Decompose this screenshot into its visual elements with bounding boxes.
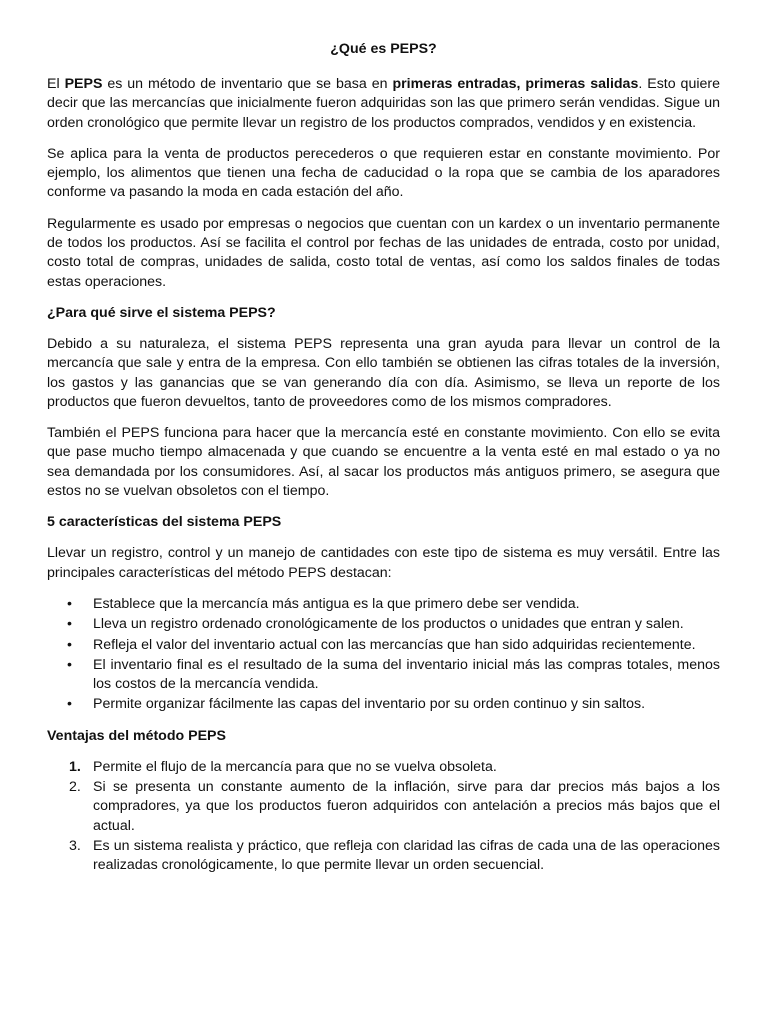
intro-paragraph-1 bbox=[47, 75, 720, 133]
list-number: 2. bbox=[69, 779, 81, 796]
list-number: 1. bbox=[69, 758, 81, 775]
intro-paragraph-2: Se aplica para la venta de productos perecederos o que requieren estar en constante movimiento. Por ejemplo, los alimentos que tienen una fecha de caducidad o la ropa que se cambia de los aparadores conforme va pasando la moda en cada estación del año. bbox=[47, 145, 720, 201]
list-item-text: Es un sistema realista y práctico, que refleja con claridad las cifras de cada una de las operaciones realizadas cronológicamente, lo que permite llevar un orden secuencial. bbox=[93, 837, 720, 874]
list-item-text: Permite el flujo de la mercancía para que no se vuelva obsoleta. bbox=[93, 758, 497, 775]
list-item: • Refleja el valor del inventario actual con las mercancías que han sido adquiridas recientemente. bbox=[47, 636, 720, 655]
text-run: El bbox=[47, 76, 65, 92]
list-item: • Establece que la mercancía más antigua es la que primero debe ser vendida. bbox=[47, 595, 720, 614]
list-item bbox=[47, 837, 720, 876]
text-run: es un método de inventario que se basa en bbox=[102, 76, 393, 92]
features-paragraph: Llevar un registro, control y un manejo de cantidades con este tipo de sistema es muy versátil. Entre las principales características del método PEPS destacan: bbox=[47, 545, 720, 581]
list-item: • Permite organizar fácilmente las capas del inventario por su orden continuo y sin saltos. bbox=[47, 695, 720, 714]
uses-paragraph-2: También el PEPS funciona para hacer que la mercancía esté en constante movimiento. Con ello se evita que pase mucho tiempo almacenada y que cuando se encuentre a la venta esté en mal estado o ya no sea demandada por los consumidores. Así, al sacar los productos más antiguos primero, se asegura que estos no se vuelvan obsoletos con el tiempo. bbox=[47, 425, 720, 500]
list-item: • Lleva un registro ordenado cronológicamente de los productos o unidades que entran y salen. bbox=[47, 615, 720, 634]
bold-term-peps: PEPS bbox=[64, 76, 103, 92]
list-number: 3. bbox=[69, 837, 81, 854]
uses-paragraph-1: Debido a su naturaleza, el sistema PEPS representa una gran ayuda para llevar un control de la mercancía que sale y entra de la empresa. Con ello también se obtienen las cifras totales de la inversión, los gastos y las ganancias que se van generando día con día. Asimismo, se lleva un reporte de los productos que fueron devueltos, tanto de proveedores como de los mismos compradores. bbox=[47, 335, 720, 410]
list-item bbox=[47, 758, 720, 777]
page-title: ¿Qué es PEPS? bbox=[330, 41, 437, 57]
text-run: . Esto quiere decir que las mercancías que inicialmente fueron adquiridas son las que primero serán vendidas. Sigue un orden cronológico que permite llevar un registro de los productos comprados, vendidos y en existencia. bbox=[47, 76, 720, 131]
bold-term-fifo: primeras entradas, primeras salidas bbox=[392, 76, 639, 92]
intro-paragraph-3: Regularmente es usado por empresas o negocios que cuentan con un kardex o un inventario permanente de todos los productos. Así se facilita el control por fechas de las unidades de entrada, costo por unidad, costo total de compras, unidades de salida, costo total de ventas, así como los saldos finales de todas estas operaciones. bbox=[47, 215, 720, 290]
advantages-list bbox=[47, 758, 720, 876]
list-item-text: Si se presenta un constante aumento de la inflación, sirve para dar precios más bajos a los compradores, ya que los productos fueron adquiridos con antelación a precios más bajos que el actual. bbox=[93, 779, 720, 834]
list-item: • El inventario final es el resultado de la suma del inventario inicial más las compras totales, menos los costos de la mercancía vendida. bbox=[47, 656, 720, 695]
features-list bbox=[47, 595, 720, 715]
list-item bbox=[47, 778, 720, 836]
section-heading-advantages: Ventajas del método PEPS bbox=[47, 727, 226, 744]
section-heading-uses: ¿Para qué sirve el sistema PEPS? bbox=[47, 304, 276, 321]
section-heading-features: 5 características del sistema PEPS bbox=[47, 514, 282, 531]
